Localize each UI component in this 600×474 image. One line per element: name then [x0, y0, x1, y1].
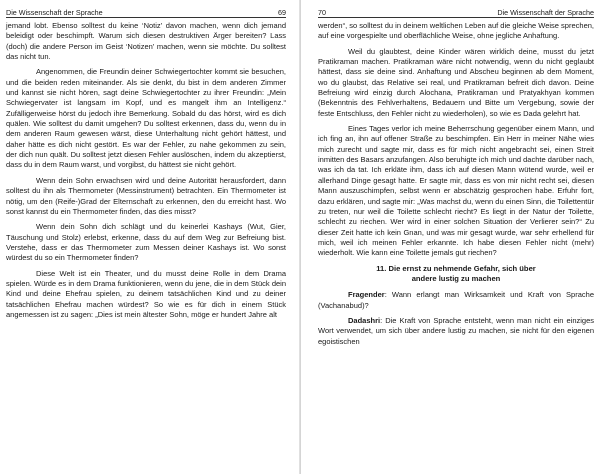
right-page — [300, 0, 600, 474]
paragraph: Angenommen, die Freundin deiner Schwiegertochter kommt sie besuchen, und die beiden reden miteinander. Als sie denkt, du bist in dem anderen Zimmer und kannst sie nicht hören, sagt deine Schwiegertochter zu ihrer Freundin: „Mein Schwiegervater ist langsam im Kopf, und es mangelt ihm an Intelligenz.“ Zufälligerweise hörst du jedoch ihre Bemerkung. Sobald du das hörst, wird es dich quälen. Wie solltest du damit umgehen? Du solltest erkennen, dass du, wenn du in dem anderen Raum gewesen wärst, diese Unterhaltung nicht gehört hättest, und daher hätte es dich nicht gestört. Es war der Fehler, zu nahe gekommen zu sein, der dich nun quält. Du solltest jetzt diesen Fehler auslöschen, indem du akzeptierst, dass du in dem Raum warst, und vorgibst, du hättest sie nicht gehört. — [6, 67, 286, 170]
dialogue-question — [318, 290, 594, 311]
left-body-text — [6, 21, 286, 320]
section-heading-line: 11. Die ernst zu nehmende Gefahr, sich über — [376, 263, 536, 273]
left-running-title: Die Wissenschaft der Sprache — [6, 8, 103, 17]
paragraph: Diese Welt ist ein Theater, und du musst deine Rolle in dem Drama spielen. Würde es in dem Drama funktionieren, wenn du jene, die in dem Stück dein Kind und deine Ehefrau spielen, zu deinem tatsächlichen Kind und zu deiner tatsächlichen Ehefrau machen würdest? So wie es für dich in einem Stück angemessen ist zu sagen: „Dies ist mein ältester Sohn, möge er hundert Jahre alt — [6, 268, 286, 319]
left-running-head — [6, 6, 286, 18]
right-running-title: Die Wissenschaft der Sprache — [497, 8, 594, 17]
speaker-label: Dadashri — [348, 316, 381, 326]
dialogue-text: : Wann erlangt man Wirksamkeit und Kraft von Sprache (Vachanabud)? — [318, 290, 594, 310]
right-body-text — [318, 21, 594, 347]
right-running-head — [318, 6, 594, 18]
dialogue-answer — [318, 316, 594, 347]
paragraph: werden“, so solltest du in deinem weltlichen Leben auf die gleiche Weise sprechen, auf eine vorgespielte und oberflächliche Weise, ohne jegliche Anhaftung. — [318, 21, 594, 41]
dialogue-text: : Die Kraft von Sprache entsteht, wenn man nicht ein einziges Wort verwendet, um sich über andere lustig zu machen, sie nicht für den eigenen egoistischen — [318, 316, 594, 346]
section-heading — [318, 264, 594, 285]
paragraph: Weil du glaubtest, deine Kinder wären wirklich deine, musst du jetzt Pratikraman machen. Pratikraman wäre nicht notwendig, wenn du nicht geglaubt hättest, dass sie deine sind. Anhaftung und Abscheu beginnen ab dem Moment, wo du glaubst, das Relative sei real, und Pratikraman befreit dich davon. Deine Befreiung wird einzig durch Alochana, Pratikraman und Pratyakhyan kommen (Bekenntnis des Fehlverhaltens, Bedauern und Bitte um Vergebung, sowie der feste Entschluss, den Fehler nicht zu wiederholen), so wie es Dada gelehrt hat. — [318, 46, 594, 118]
paragraph: jemand lobt. Ebenso solltest du keine ‘Notiz’ davon machen, wenn dich jemand beleidigt oder beschimpft. Warum sich diesen destruktiven Ärger bereiten? Lass (doch) die andere Person im Geist ‘Notizen’ machen, wenn sie möchte. Du solltest das nicht tun. — [6, 21, 286, 62]
header-rule — [6, 17, 286, 18]
left-page-number: 69 — [278, 8, 286, 17]
speaker-label: Fragender — [348, 290, 385, 300]
header-rule — [318, 17, 594, 18]
paragraph: Wenn dein Sohn erwachsen wird und deine Autorität herausfordert, dann solltest du ihn als Thermometer (Messinstrument) betrachten. Ein Thermometer ist nötig, um den (Reife-)Grad der Elternschaft zu erkennen, den du erreicht hast. Wo sonst kannst du ein Thermometer finden, das dies misst? — [6, 175, 286, 216]
paragraph: Wenn dein Sohn dich schlägt und du keinerlei Kashays (Wut, Gier, Täuschung und Stolz) erlebst, erkenne, dass du auf dem Weg zur Befreiung bist. Verstehe, dass er das Thermometer zum Messen deiner Kashays ist. Wo sonst würdest du so ein Thermometer finden? — [6, 222, 286, 263]
section-heading-line: andere lustig zu machen — [411, 273, 501, 283]
right-page-number: 70 — [318, 8, 326, 17]
paragraph: Eines Tages verlor ich meine Beherrschung gegenüber einem Mann, und ich fing an, ihn auf offener Straße zu beschimpfen. Ein Herr in meiner Nähe wies mich zurecht und sagte mir, dass es für mich nicht angebracht sei, einen Streit inmitten des Basars anzufangen. Also beruhigte ich mich und dachte darüber nach, was ich da tat. Ich erkläte ihm, dass ich auf diesen Mann wütend wurde, weil er allerhand Dinge gesagt hatte. Er sagte mir, dass es von mir nicht recht sei, diesen Mann auszuschimpfen, selbst wenn er abschätzig gesprochen habe. Erfuhr fort, dazu erklären, und sagte mir: „Was machst du, wenn du einen Sinn, die Toilettentür zu treten, nur weil die Toilette schlecht riecht? Es liegt in der Natur der Toilette, schlecht zu riechen. Wer wird in einer solchen Situation der Verlierer sein?“ Zu dieser Zeit hatte ich kein Gnan, und was mir gesagt wurde, war sehr erhellend für mich, weil ich meinen Fehler erkannte. Ich habe diesen Fehler nicht (mehr) wiederholt. Wie kann eine Toilette jemals gut riechen? — [318, 124, 595, 258]
